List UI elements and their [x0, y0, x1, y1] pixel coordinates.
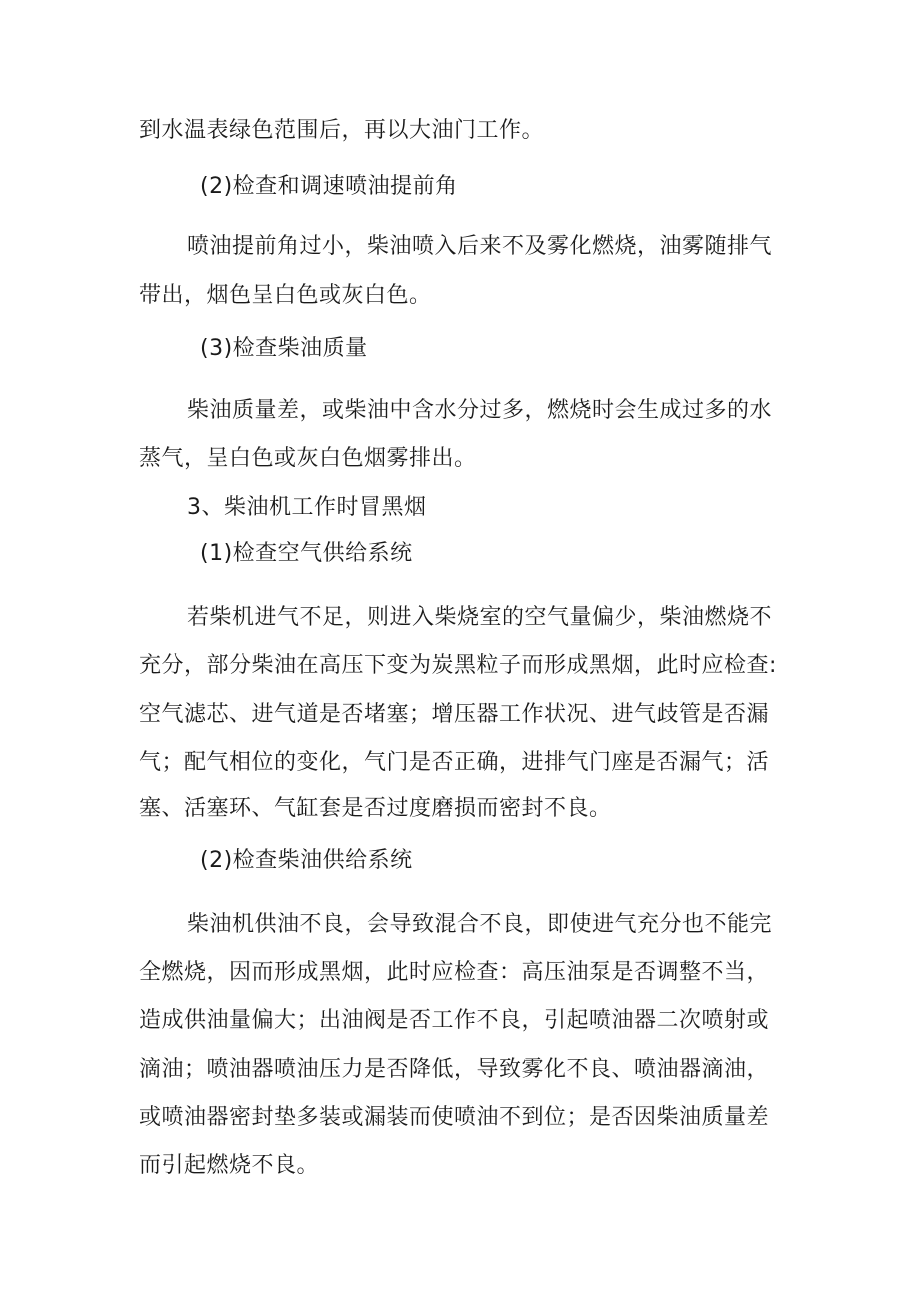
paragraph-line: 柴油质量差，或柴油中含水分过多，燃烧时会生成过多的水 [187, 398, 773, 423]
paragraph-line: 带出，烟色呈白色或灰白色。 [139, 283, 432, 308]
paragraph-line: 若柴机进气不足，则进入柴烧室的空气量偏少，柴油燃烧不 [187, 605, 773, 630]
paragraph-line: 气；配气相位的变化，气门是否正确，进排气门座是否漏气；活 [139, 750, 770, 775]
paragraph-line: 空气滤芯、进气道是否堵塞；增压器工作状况、进气歧管是否漏 [139, 702, 770, 727]
section-heading: (1)检查空气供给系统 [200, 541, 413, 566]
paragraph-line: 到水温表绿色范围后，再以大油门工作。 [139, 118, 545, 143]
paragraph-line: 全燃烧，因而形成黑烟，此时应检查：高压油泵是否调整不当， [139, 960, 770, 985]
paragraph-line: 喷油提前角过小，柴油喷入后来不及雾化燃烧，油雾随排气 [187, 234, 773, 259]
paragraph-line: 造成供油量偏大；出油阀是否工作不良，引起喷油器二次喷射或 [139, 1008, 770, 1033]
section-heading: 3、柴油机工作时冒黑烟 [187, 495, 427, 520]
section-heading: (3)检查柴油质量 [200, 336, 368, 361]
paragraph-line: 或喷油器密封垫多装或漏装而使喷油不到位；是否因柴油质量差 [139, 1105, 770, 1130]
section-heading: (2)检查柴油供给系统 [200, 848, 413, 873]
paragraph-line: 滴油；喷油器喷油压力是否降低，导致雾化不良、喷油器滴油， [139, 1057, 770, 1082]
paragraph-line: 而引起燃烧不良。 [139, 1153, 320, 1178]
paragraph-line: 蒸气，呈白色或灰白色烟雾排出。 [139, 446, 477, 471]
paragraph-line: 柴油机供油不良，会导致混合不良，即使进气充分也不能完 [187, 912, 773, 937]
section-heading: (2)检查和调速喷油提前角 [200, 174, 458, 199]
paragraph-line: 塞、活塞环、气缸套是否过度磨损而密封不良。 [139, 796, 612, 821]
paragraph-line: 充分，部分柴油在高压下变为炭黑粒子而形成黑烟，此时应检查: [139, 653, 777, 678]
